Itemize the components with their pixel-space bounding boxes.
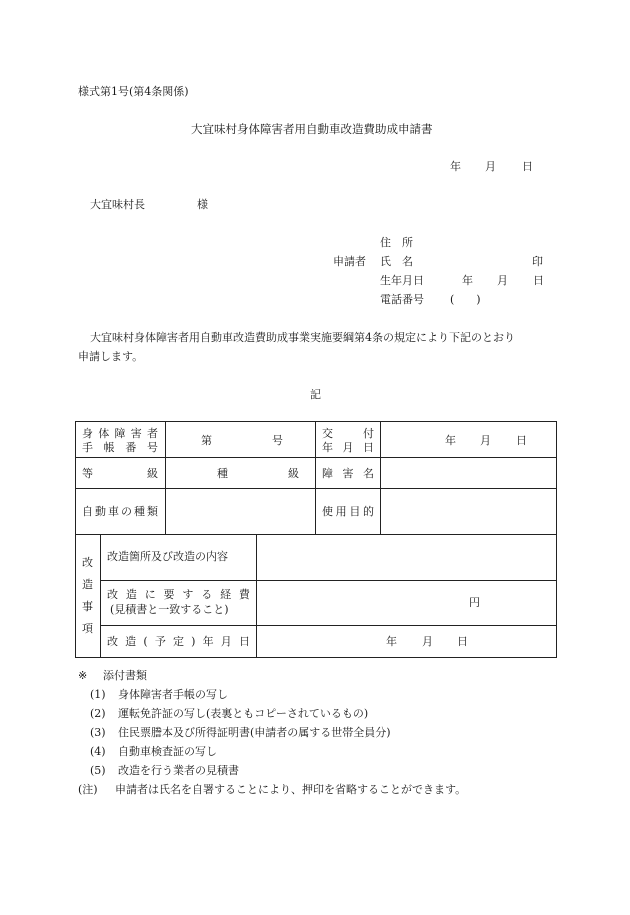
attachments-mark: ※ (78, 669, 88, 682)
applicant-label: 申請者 (333, 255, 366, 268)
phone-parens: ( ) (450, 293, 481, 306)
issue-month: 月 (480, 434, 491, 447)
attachment-text: 運転免許証の写し(表裏ともコピーされているもの) (118, 707, 369, 720)
attachment-num: (4) (90, 745, 106, 758)
type-char-1: 種 (217, 467, 228, 480)
mod-year: 年 (386, 635, 397, 648)
attachment-text: 身体障害者手帳の写し (118, 688, 228, 701)
modification-char-3: 事 (82, 600, 93, 613)
address-label: 住 所 (380, 236, 413, 249)
modification-char-1: 改 (82, 556, 93, 569)
purpose-label: 使 用 目 的 (322, 505, 374, 518)
mod-location-label: 改造箇所及び改造の内容 (107, 550, 228, 563)
attachment-num: (1) (90, 688, 106, 701)
attachment-text: 自動車検査証の写し (118, 745, 217, 758)
handbook-label-2: 手 帳 番 号 (82, 441, 158, 454)
handbook-suffix: 号 (272, 434, 283, 447)
mod-month: 月 (422, 635, 433, 648)
phone-label: 電話番号 (380, 293, 424, 306)
modification-char-2: 造 (82, 578, 93, 591)
mod-cost-note: (見積書と一致すること) (110, 603, 229, 616)
addressee-name: 大宜味村長 (90, 198, 145, 211)
birthdate-label: 生年月日 (380, 274, 424, 287)
issue-year: 年 (445, 434, 456, 447)
name-label: 氏 名 (380, 255, 413, 268)
ki-heading: 記 (310, 388, 321, 401)
form-title: 大宜味村身体障害者用自動車改造費助成申請書 (191, 122, 433, 136)
birth-year: 年 (462, 274, 473, 287)
handbook-prefix: 第 (201, 434, 212, 447)
body-text-line-1: 大宜味村身体障害者用自動車改造費助成事業実施要綱第4条の規定により下記のとおり (90, 331, 515, 344)
body-text-line-2: 申請します。 (78, 350, 144, 363)
date-day: 日 (522, 160, 533, 173)
seal-mark: 印 (532, 255, 543, 268)
note-text: 申請者は氏名を自署することにより、押印を省略することができます。 (115, 783, 467, 796)
date-month: 月 (485, 160, 496, 173)
modification-char-4: 項 (82, 622, 93, 635)
yen-mark: 円 (469, 596, 480, 609)
type-char-2: 級 (288, 467, 299, 480)
issue-label-2: 年 月 日 (322, 441, 374, 454)
issue-day: 日 (516, 434, 527, 447)
attachment-text: 住民票謄本及び所得証明書(申請者の属する世帯全員分) (118, 726, 391, 739)
grade-label: 等 級 (82, 467, 158, 480)
birth-day: 日 (533, 274, 544, 287)
disability-label: 障 害 名 (322, 467, 374, 480)
mod-cost-label: 改 造 に 要 す る 経 費 (107, 588, 250, 601)
attachment-text: 改造を行う業者の見積書 (118, 764, 239, 777)
mod-date-label: 改 造 ( 予 定 ) 年 月 日 (107, 635, 250, 648)
attachment-num: (5) (90, 764, 106, 777)
attachment-num: (2) (90, 707, 106, 720)
attachment-num: (3) (90, 726, 106, 739)
note-label: (注) (78, 783, 98, 796)
form-number: 様式第1号(第4条関係) (78, 85, 189, 98)
date-year: 年 (450, 160, 461, 173)
vehicle-type-label: 自 動 車 の 種 類 (82, 505, 158, 518)
addressee-honorific: 様 (197, 198, 208, 211)
issue-label-1: 交 付 (322, 427, 374, 440)
attachments-title: 添付書類 (103, 669, 147, 682)
handbook-label-1: 身 体 障 害 者 (82, 427, 158, 440)
mod-day: 日 (457, 635, 468, 648)
birth-month: 月 (497, 274, 508, 287)
